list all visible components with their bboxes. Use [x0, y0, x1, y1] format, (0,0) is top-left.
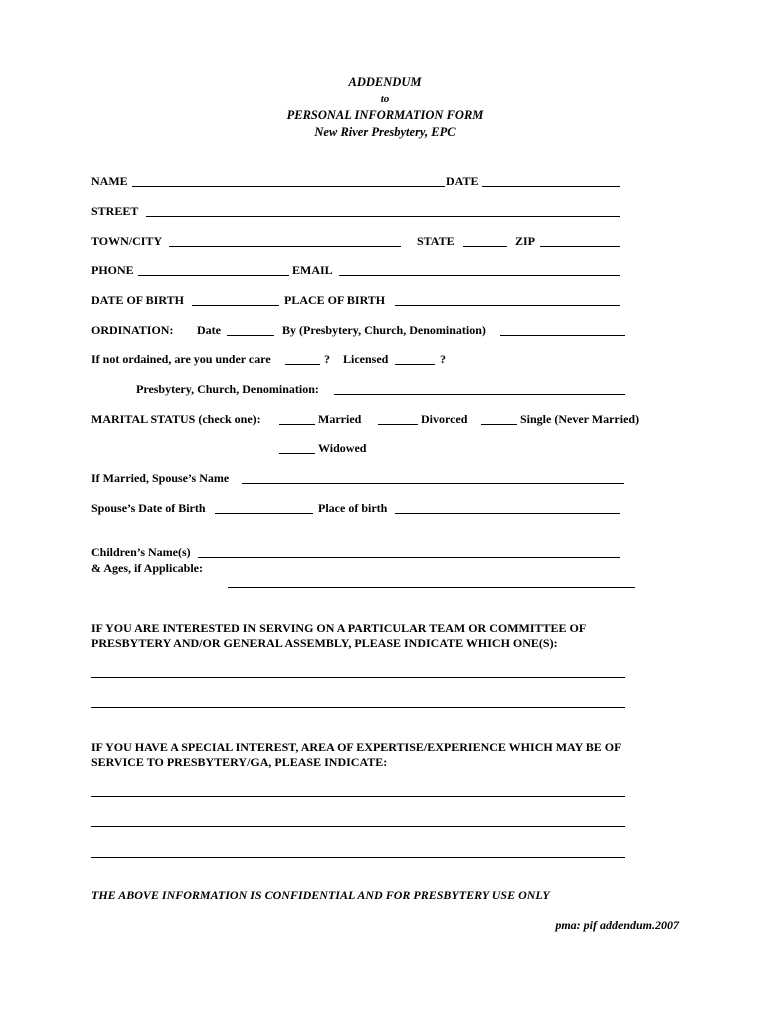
pob-label: PLACE OF BIRTH	[284, 293, 386, 307]
team-answer-line2[interactable]	[91, 707, 625, 708]
marital-status-label: MARITAL STATUS (check one):	[91, 412, 261, 426]
state-field[interactable]	[463, 246, 507, 247]
under-care-question: ?	[324, 352, 330, 366]
interest-answer-line2[interactable]	[91, 826, 625, 827]
name-label: NAME	[91, 174, 128, 188]
married-label: Married	[318, 412, 362, 426]
spouse-name-label: If Married, Spouse’s Name	[91, 471, 230, 485]
ordination-date-label: Date	[197, 323, 221, 337]
children-label: Children’s Name(s)	[91, 545, 191, 559]
licensed-field[interactable]	[395, 364, 435, 365]
form-subtitle-to: to	[380, 93, 390, 105]
spouse-name-field[interactable]	[242, 483, 624, 484]
dob-field[interactable]	[192, 305, 279, 306]
state-label: STATE	[417, 234, 455, 248]
ages-field[interactable]	[228, 587, 635, 588]
interest-answer-line1[interactable]	[91, 796, 625, 797]
street-label: STREET	[91, 204, 139, 218]
divorced-label: Divorced	[421, 412, 468, 426]
zip-label: ZIP	[515, 234, 536, 248]
date-field[interactable]	[482, 186, 620, 187]
ordination-by-label: By (Presbytery, Church, Denomination)	[282, 323, 486, 337]
interest-question-line1: IF YOU HAVE A SPECIAL INTEREST, AREA OF EXPERTISE/EXPERIENCE WHICH MAY BE OF	[91, 740, 622, 754]
ordination-by-field[interactable]	[500, 335, 625, 336]
dob-label: DATE OF BIRTH	[91, 293, 184, 307]
org-name: New River Presbytery, EPC	[314, 125, 456, 139]
town-city-label: TOWN/CITY	[91, 234, 163, 248]
team-question-line1: IF YOU ARE INTERESTED IN SERVING ON A PARTICULAR TEAM OR COMMITTEE OF	[91, 621, 587, 635]
town-city-field[interactable]	[169, 246, 401, 247]
street-field[interactable]	[146, 216, 620, 217]
email-label: EMAIL	[292, 263, 333, 277]
presbytery-denomination-field[interactable]	[334, 394, 625, 395]
single-label: Single (Never Married)	[520, 412, 640, 426]
divorced-checkbox[interactable]	[378, 424, 418, 425]
form-name: PERSONAL INFORMATION FORM	[286, 108, 484, 122]
phone-label: PHONE	[91, 263, 134, 277]
ordination-label: ORDINATION:	[91, 323, 174, 337]
pob-field[interactable]	[395, 305, 620, 306]
interest-answer-line3[interactable]	[91, 857, 625, 858]
name-field[interactable]	[132, 186, 445, 187]
interest-question-line2: SERVICE TO PRESBYTERY/GA, PLEASE INDICATE:	[91, 755, 388, 769]
presbytery-denomination-label: Presbytery, Church, Denomination:	[136, 382, 319, 396]
licensed-label: Licensed	[343, 352, 389, 366]
ordination-date-field[interactable]	[227, 335, 274, 336]
married-checkbox[interactable]	[279, 424, 315, 425]
spouse-dob-field[interactable]	[215, 513, 313, 514]
team-question-line2: PRESBYTERY AND/OR GENERAL ASSEMBLY, PLEASE INDICATE WHICH ONE(S):	[91, 636, 558, 650]
email-field[interactable]	[339, 275, 620, 276]
date-label: DATE	[446, 174, 479, 188]
ages-label: & Ages, if Applicable:	[91, 561, 204, 575]
children-field[interactable]	[198, 557, 620, 558]
under-care-field[interactable]	[285, 364, 320, 365]
widowed-label: Widowed	[318, 441, 367, 455]
team-answer-line1[interactable]	[91, 677, 625, 678]
spouse-pob-label: Place of birth	[318, 501, 388, 515]
zip-field[interactable]	[540, 246, 620, 247]
not-ordained-label: If not ordained, are you under care	[91, 352, 271, 366]
document-reference: pma: pif addendum.2007	[555, 918, 679, 932]
form-title: ADDENDUM	[348, 75, 422, 89]
spouse-pob-field[interactable]	[395, 513, 620, 514]
widowed-checkbox[interactable]	[279, 453, 315, 454]
confidential-notice: THE ABOVE INFORMATION IS CONFIDENTIAL AND FOR PRESBYTERY USE ONLY	[91, 888, 550, 902]
spouse-dob-label: Spouse’s Date of Birth	[91, 501, 206, 515]
phone-field[interactable]	[138, 275, 289, 276]
licensed-question: ?	[440, 352, 446, 366]
single-checkbox[interactable]	[481, 424, 517, 425]
